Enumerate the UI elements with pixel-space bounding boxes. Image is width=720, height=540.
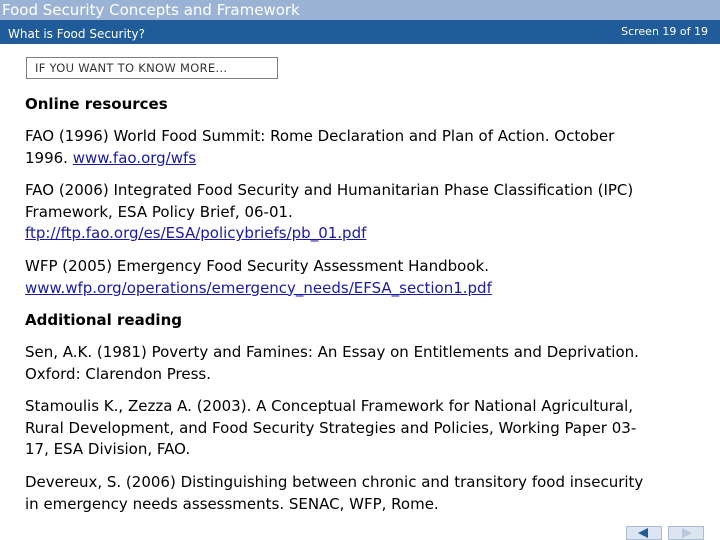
reading-line: 17, ESA Division, FAO. <box>25 440 191 458</box>
reference-line: FAO (1996) World Food Summit: Rome Declaration and Plan of Action. October <box>25 127 615 145</box>
reading-item <box>25 342 639 385</box>
reference-line: FAO (2006) Integrated Food Security and Humanitarian Phase Classification (IPC) <box>25 181 634 199</box>
reference-item <box>25 256 492 299</box>
know-more-box <box>26 57 278 79</box>
reading-line: Oxford: Clarendon Press. <box>25 364 212 383</box>
reading-item <box>25 396 636 461</box>
fao-ipc-policy-brief-link[interactable]: ftp://ftp.fao.org/es/ESA/policybriefs/pb_01.pdf <box>25 224 367 242</box>
screen-counter: Screen 19 of 19 <box>621 25 708 38</box>
online-resources-heading: Online resources <box>25 95 168 113</box>
triangle-left-icon <box>627 527 661 539</box>
wfp-efsa-handbook-link[interactable]: www.wfp.org/operations/emergency_needs/EFSA_section1.pdf <box>25 278 492 297</box>
fao-wfs-link[interactable]: www.fao.org/wfs <box>72 148 197 167</box>
next-button[interactable] <box>668 526 704 540</box>
reading-line: Sen, A.K. (1981) Poverty and Famines: An Essay on Entitlements and Deprivation. <box>25 343 639 361</box>
back-button[interactable] <box>626 526 662 540</box>
reading-line: Stamoulis K., Zezza A. (2003). A Conceptual Framework for National Agricultural, <box>25 397 633 415</box>
reading-line: Devereux, S. (2006) Distinguishing between chronic and transitory food insecurity <box>25 473 644 491</box>
reference-item <box>25 126 614 169</box>
course-title: Food Security Concepts and Framework <box>2 1 300 19</box>
additional-reading-heading: Additional reading <box>25 311 182 329</box>
reading-item <box>25 472 643 515</box>
section-title: What is Food Security? <box>8 27 145 41</box>
reading-line: Rural Development, and Food Security Strategies and Policies, Working Paper 03- <box>25 418 637 437</box>
reference-line: WFP (2005) Emergency Food Security Assessment Handbook. <box>25 257 489 275</box>
reference-item <box>25 180 633 245</box>
reference-line: 1996. <box>25 148 73 167</box>
triangle-right-icon <box>669 527 703 539</box>
know-more-label: IF YOU WANT TO KNOW MORE... <box>35 61 228 75</box>
reading-line: in emergency needs assessments. SENAC, WFP, Rome. <box>25 494 439 513</box>
reference-line: Framework, ESA Policy Brief, 06-01. <box>25 202 293 221</box>
